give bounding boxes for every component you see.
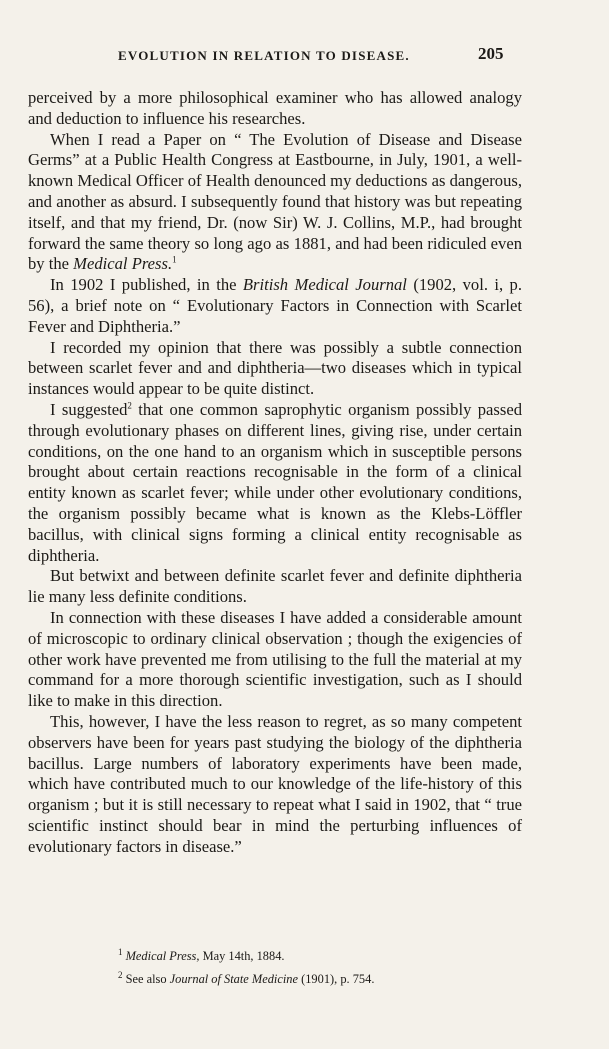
text-run: But betwixt and between definite scarlet fever and definite diphtheria lie many less definite conditions. (28, 566, 522, 607)
text-run: In 1902 I published, in the (50, 275, 243, 295)
text-run: perceived by a more philosophical examiner who has allowed analogy and deduction to influence his researches. (28, 88, 522, 128)
paragraph (28, 712, 522, 858)
paragraph (28, 566, 522, 608)
footnote (118, 945, 538, 968)
paragraph (28, 275, 522, 337)
footnote-marker: 2 (127, 400, 132, 411)
body-text (28, 88, 522, 857)
footnote (118, 968, 538, 991)
text-run: In connection with these diseases I have added a considerable amount of microscopic to ordinary clinical observation ; though the exigencies of other work have prevented me from utilising to the full the material at my command for a more thorough scientific investigation, such as I should like to make in this direction. (28, 607, 522, 711)
paragraph (28, 400, 522, 566)
italic-text: Medical Press, (125, 949, 200, 963)
italic-text: Medical Press. (73, 254, 173, 274)
footnote-marker: 2 (118, 969, 123, 980)
paragraph (28, 88, 522, 130)
paragraph (28, 608, 522, 712)
paragraph (28, 338, 522, 400)
text-run: This, however, I have the less reason to regret, as so many competent observers have been for years past studying the biology of the diphtheria bacillus. Large numbers of laboratory experiments have been made, which have contributed much to our knowledge of the life-history of this organism ; but it is still necessary to repeat what I said in 1902, that “ true scientific instinct should bear in mind the perturbing influences of evolutionary factors in disease.” (28, 711, 522, 856)
text-run: that one common saprophytic organism possibly passed through evolutionary phases on different lines, giving rise, under certain conditions, on the one hand to an organism which in susceptible persons brought about certain reactions recognisable in the form of a clinical entity known as scarlet fever; while under other evolutionary conditions, the organism possibly became what is known as the Klebs-Löffler bacillus, with clinical signs forming a clinical entity recognisable as diphtheria. (28, 399, 522, 565)
text-run: I suggested (50, 399, 128, 419)
page-number: 205 (478, 44, 504, 63)
text-run: (1902, vol. i, p. 56), a brief note on “ Evolutionary Factors in Connection with Scarlet Fever and Diphtheria.” (28, 275, 523, 336)
text-run: May 14th, 1884. (199, 949, 285, 963)
text-run: When I read a Paper on “ The Evolution of Disease and Disease Germs” at a Public Health Congress at Eastbourne, in July, 1901, a well-known Medical Officer of Health denounced my deductions as dangerous, and another as absurd. I subsequently found that history was but repeating itself, and that my friend, Dr. (now Sir) W. J. Collins, M.P., had brought forward the same theory so long ago as 1881, and had been ridiculed even by the (28, 129, 522, 274)
running-head: EVOLUTION IN RELATION TO DISEASE. (118, 48, 410, 63)
footnote-marker: 1 (118, 946, 123, 957)
text-run: (1901), p. 754. (298, 972, 375, 986)
italic-text: Journal of State Medicine (169, 972, 299, 986)
footnote-marker: 1 (172, 254, 177, 265)
footnotes (118, 945, 538, 991)
paragraph (28, 130, 522, 276)
text-run: See also (122, 972, 170, 986)
italic-text: British Medical Journal (242, 275, 407, 295)
text-run: I recorded my opinion that there was possibly a subtle connection between scarlet fever and and diphtheria—two diseases which in typical instances would appear to be quite distinct. (28, 337, 522, 399)
